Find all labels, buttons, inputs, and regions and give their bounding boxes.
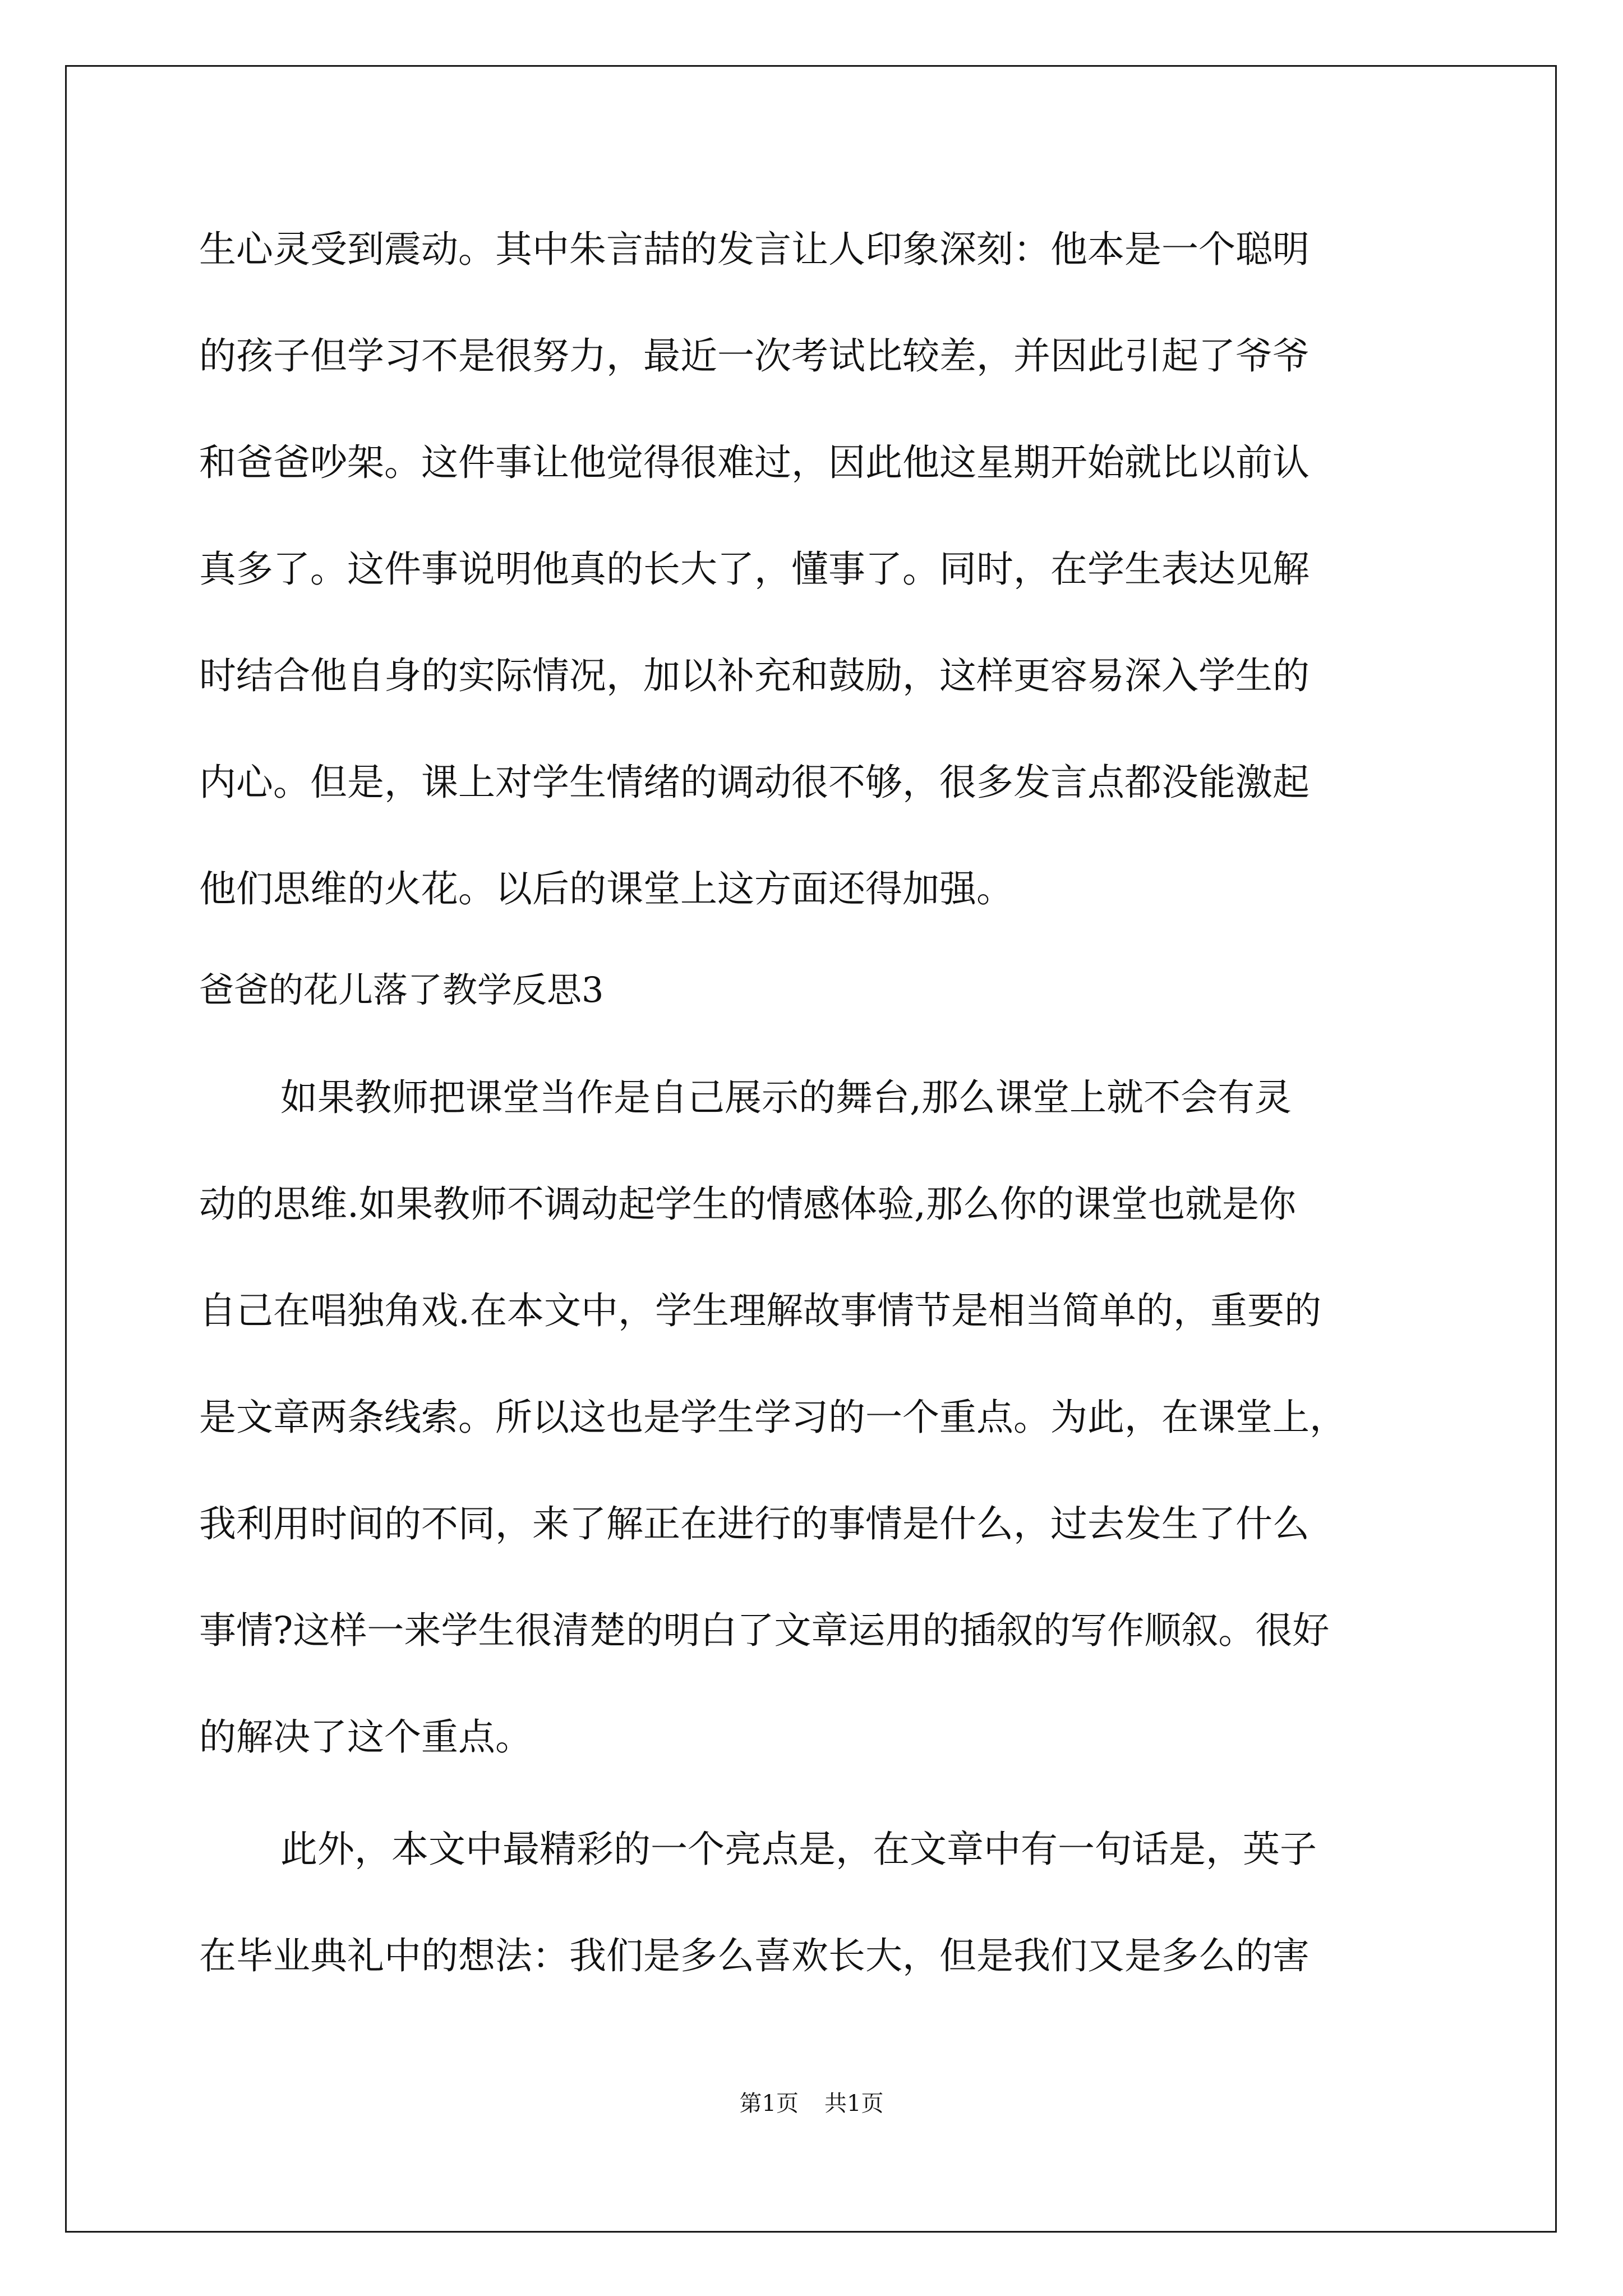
page-number: 第1页	[739, 2091, 799, 2116]
paragraph-3-line-1: 此外，本文中最精彩的一个亮点是，在文章中有一句话是，英子	[280, 1828, 1317, 1871]
paragraph-1-line-6: 内心。但是，课上对学生情绪的调动很不够，很多发言点都没能激起	[199, 761, 1310, 804]
paragraph-2-line-4: 是文章两条线索。所以这也是学生学习的一个重点。为此，在课堂上，	[199, 1396, 1347, 1439]
page-footer	[0, 2090, 1623, 2118]
paragraph-2-line-2: 动的思维.如果教师不调动起学生的情感体验,那么你的课堂也就是你	[199, 1182, 1296, 1226]
paragraph-2-line-7: 的解决了这个重点。	[199, 1715, 532, 1759]
paragraph-3-line-2: 在毕业典礼中的想法：我们是多么喜欢长大，但是我们又是多么的害	[199, 1934, 1310, 1977]
paragraph-1-line-1: 生心灵受到震动。其中朱言喆的发言让人印象深刻：他本是一个聪明	[199, 228, 1310, 271]
paragraph-1-line-4: 真多了。这件事说明他真的长大了，懂事了。同时，在学生表达见解	[199, 547, 1310, 591]
page-total: 共1页	[824, 2091, 884, 2116]
section-heading: 爸爸的花儿落了教学反思3	[199, 969, 604, 1010]
page-border	[65, 65, 1557, 2233]
paragraph-2-line-1: 如果教师把课堂当作是自己展示的舞台,那么课堂上就不会有灵	[280, 1076, 1292, 1119]
paragraph-2-line-5: 我利用时间的不同，来了解正在进行的事情是什么，过去发生了什么	[199, 1502, 1310, 1545]
paragraph-1-line-2: 的孩子但学习不是很努力，最近一次考试比较差，并因此引起了爷爷	[199, 334, 1310, 378]
paragraph-1-line-5: 时结合他自身的实际情况，加以补充和鼓励，这样更容易深入学生的	[199, 654, 1310, 697]
paragraph-2-line-3: 自己在唱独角戏.在本文中，学生理解故事情节是相当简单的，重要的	[199, 1289, 1321, 1332]
paragraph-2-line-6: 事情?这样一来学生很清楚的明白了文章运用的插叙的写作顺叙。很好	[199, 1609, 1330, 1652]
paragraph-1-line-3: 和爸爸吵架。这件事让他觉得很难过，因此他这星期开始就比以前认	[199, 441, 1310, 484]
paragraph-1-line-7: 他们思维的火花。以后的课堂上这方面还得加强。	[199, 867, 1013, 910]
